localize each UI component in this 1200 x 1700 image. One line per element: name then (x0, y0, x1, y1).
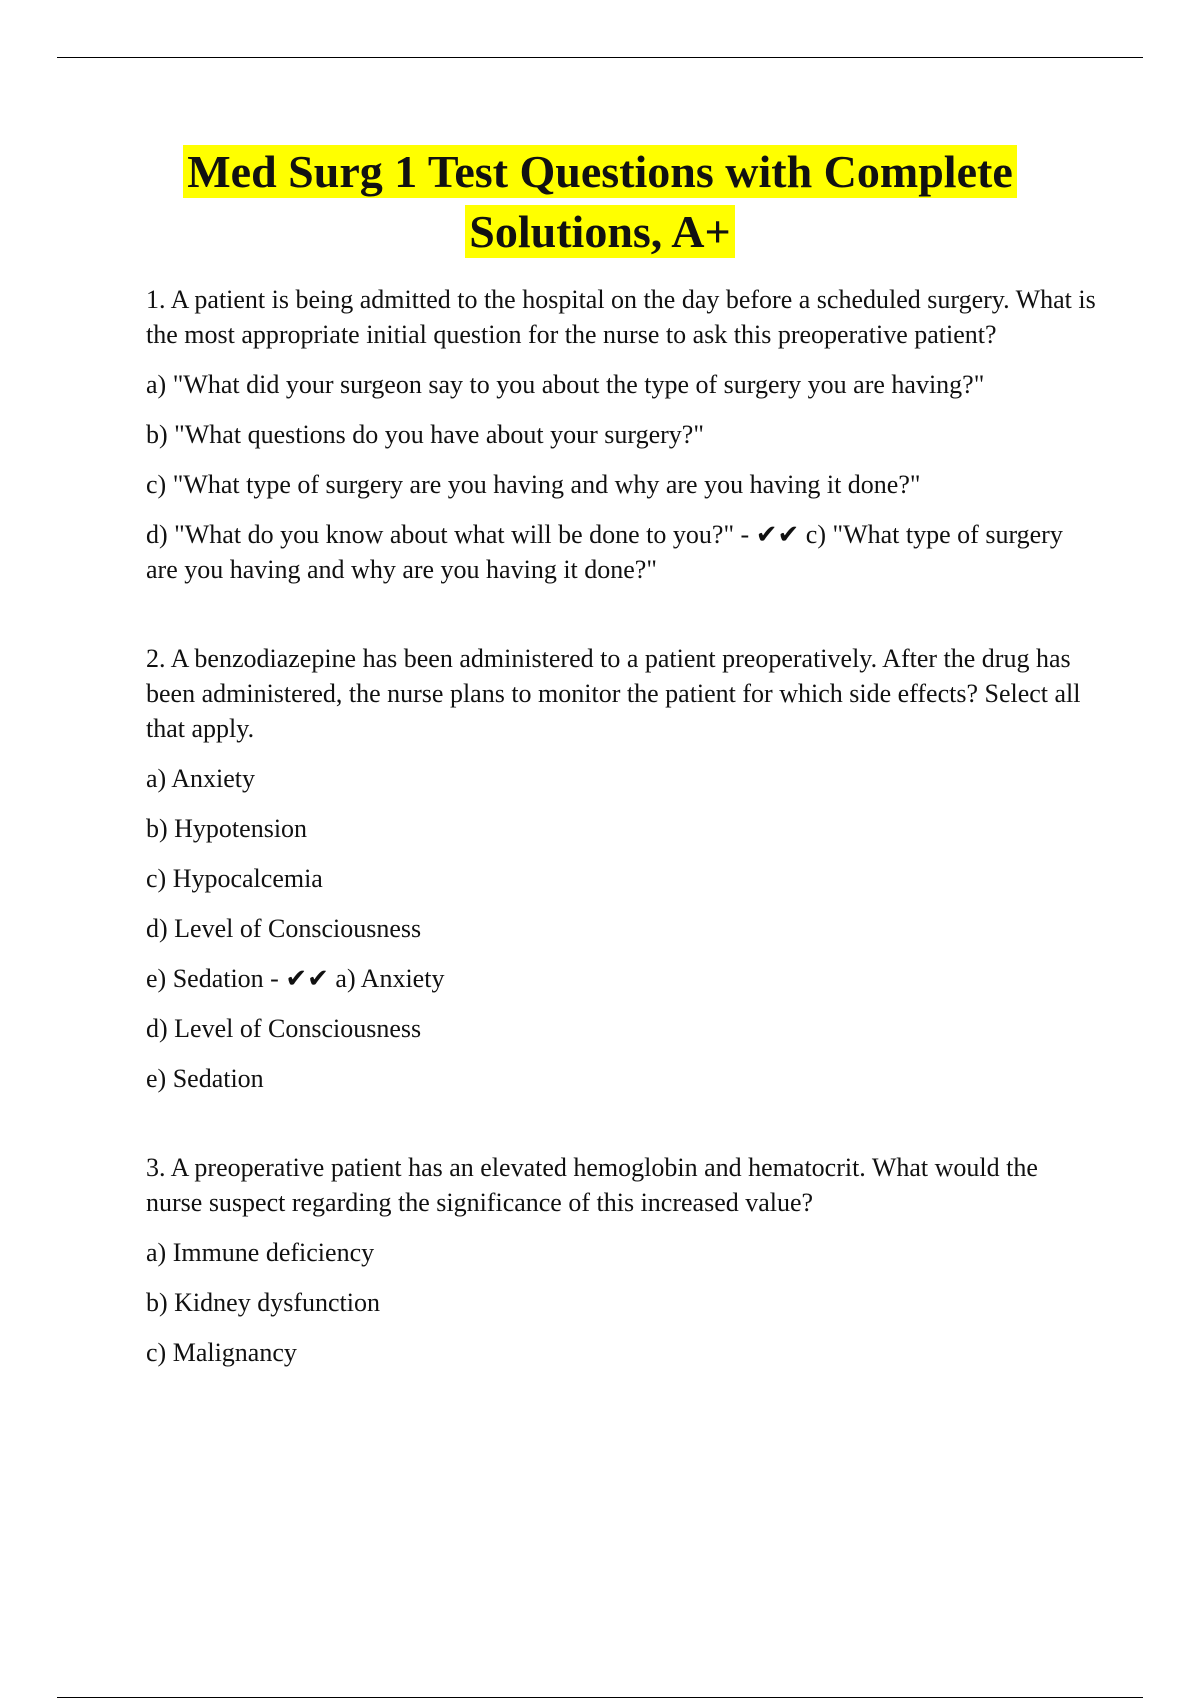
question-3-prompt: 3. A preoperative patient has an elevated hemoglobin and hematocrit. What would the nurse suspect regarding the significance of this increased value? (146, 1153, 1038, 1217)
question-2-option-b: b) Hypotension (146, 814, 308, 843)
question-2-prompt: 2. A benzodiazepine has been administered to a patient preoperatively. After the drug has been administered, the nurse plans to monitor the patient for which side effects? Select all that apply. (146, 644, 1081, 743)
question-1-option-b: b) "What questions do you have about your surgery?" (146, 420, 704, 449)
question-list (146, 282, 1096, 1385)
question-2-option-c: c) Hypocalcemia (146, 864, 323, 893)
question-3-option-a: a) Immune deficiency (146, 1238, 375, 1267)
question-1-option-d-answer: d) "What do you know about what will be done to you?" - ✔✔ c) "What type of surgery are you having and why are you having it done?" (146, 520, 1063, 584)
title-line-1: Med Surg 1 Test Questions with Complete (183, 145, 1016, 198)
document-title (100, 142, 1100, 262)
footer-rule (57, 1697, 1143, 1698)
title-line-2: Solutions, A+ (465, 205, 734, 258)
question-2-option-e-answer: e) Sedation - ✔✔ a) Anxiety (146, 964, 445, 993)
question-1-prompt: 1. A patient is being admitted to the hospital on the day before a scheduled surgery. What is the most appropriate initial question for the nurse to ask this preoperative patient? (146, 285, 1096, 349)
question-block-2 (146, 641, 1096, 1096)
question-2-option-d: d) Level of Consciousness (146, 914, 422, 943)
question-1-option-c: c) "What type of surgery are you having and why are you having it done?" (146, 470, 921, 499)
question-3-option-b: b) Kidney dysfunction (146, 1288, 380, 1317)
question-2-option-a: a) Anxiety (146, 764, 256, 793)
question-block-3 (146, 1150, 1096, 1370)
header-rule (57, 57, 1143, 58)
question-2-answer-e: e) Sedation (146, 1064, 264, 1093)
question-3-option-c: c) Malignancy (146, 1338, 297, 1367)
question-block-1 (146, 282, 1096, 587)
question-2-answer-d: d) Level of Consciousness (146, 1014, 422, 1043)
question-1-option-a: a) "What did your surgeon say to you about the type of surgery you are having?" (146, 370, 985, 399)
